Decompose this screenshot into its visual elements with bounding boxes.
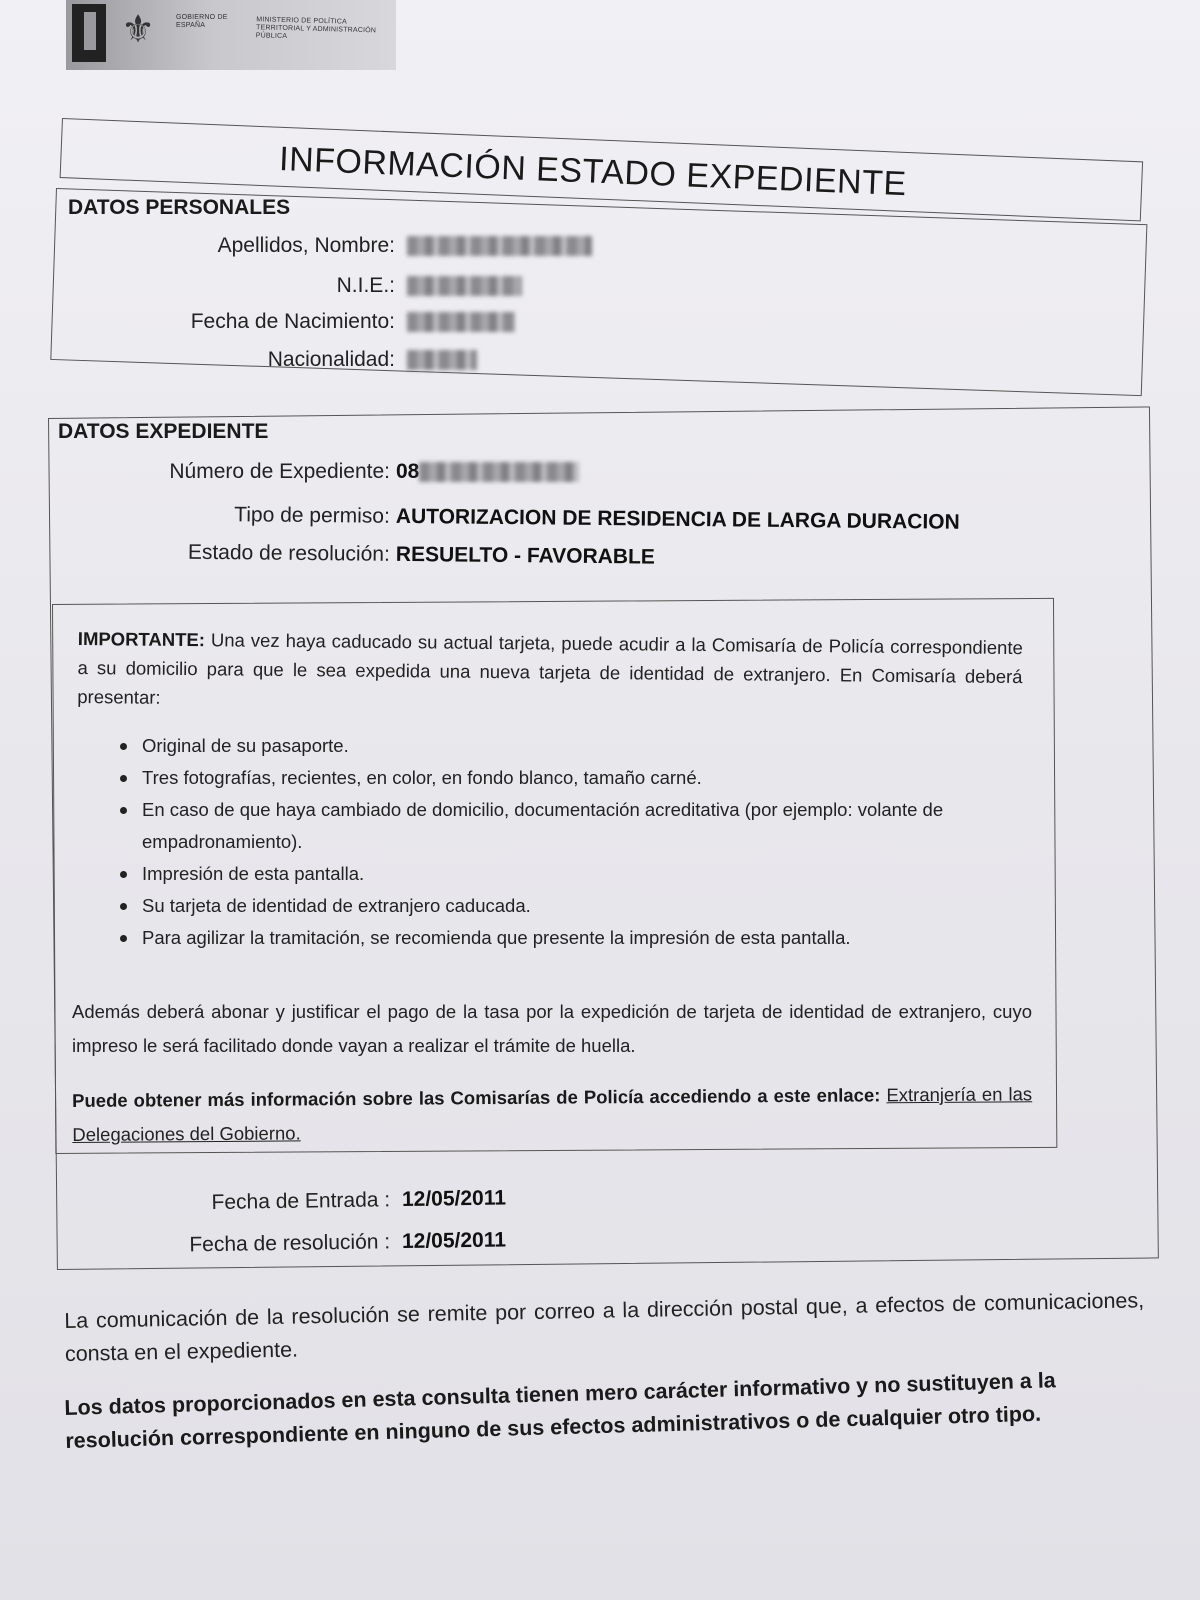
logo-mark-icon — [72, 4, 106, 62]
disclaimer-note: Los datos proporcionados en esta consulta tienen mero carácter informativo y no sustituyen a la resolución correspondiente en ninguno de sus efectos administrativos o de cualquier otro tipo. — [64, 1368, 1057, 1453]
field-label: Apellidos, Nombre: — [217, 234, 395, 257]
field-label: Número de Expediente: — [169, 460, 390, 483]
coat-of-arms-icon: ⚜ — [120, 7, 156, 51]
logo-gobierno-text: GOBIERNO DE ESPAÑA — [176, 14, 228, 29]
list-item: Su tarjeta de identidad de extranjero caducada. — [118, 890, 1028, 922]
personal-data-heading: DATOS PERSONALES — [68, 196, 291, 219]
important-intro-text: Una vez haya caducado su actual tarjeta, puede acudir a la Comisaría de Policía correspondiente a su domicilio para que le sea expedida una nueva tarjeta de identidad de extranjero. En Comisaría deberá presentar: — [77, 629, 1023, 708]
redacted-value — [407, 276, 522, 296]
extranjeria-link[interactable]: Extranjería en las Delegaciones del Gobierno. — [72, 1083, 1033, 1145]
communication-note: La comunicación de la resolución se remite por correo a la dirección postal que, a efectos de comunicaciones, consta en el expediente. — [64, 1288, 1145, 1366]
expediente-heading: DATOS EXPEDIENTE — [58, 420, 269, 443]
government-logo — [66, 0, 396, 70]
redacted-value — [407, 236, 592, 256]
list-item: Tres fotografías, recientes, en color, en fondo blanco, tamaño carné. — [118, 762, 1028, 794]
field-value: RESUELTO - FAVORABLE — [395, 542, 655, 569]
redacted-value — [407, 350, 477, 370]
field-nacionalidad — [150, 348, 477, 372]
field-value: 12/05/2011 — [401, 1228, 507, 1254]
field-fecha-nacimiento — [150, 310, 515, 334]
important-intro — [77, 624, 1023, 720]
field-label: Fecha de Entrada : — [211, 1188, 391, 1215]
field-apellidos-nombre — [150, 234, 592, 258]
tasa-paragraph: Además deberá abonar y justificar el pago de la tasa por la expedición de tarjeta de identidad de extranjero, cuyo impreso le será facilitado donde vayan a realizar el trámite de huella. — [72, 1001, 1032, 1056]
field-label: Fecha de Nacimiento: — [190, 310, 395, 333]
redacted-value — [419, 462, 579, 482]
field-numero-expediente — [120, 460, 579, 484]
field-label: Fecha de resolución : — [189, 1230, 391, 1257]
list-item: En caso de que haya cambiado de domicilio, documentación acreditativa (por ejemplo: volante de empadronamiento). — [118, 794, 1028, 858]
more-info-text: Puede obtener más información sobre las Comisarías de Policía accediendo a este enlace: — [72, 1084, 881, 1111]
list-item: Para agilizar la tramitación, se recomienda que presente la impresión de esta pantalla. — [118, 922, 1028, 954]
page-title: INFORMACIÓN ESTADO EXPEDIENTE — [278, 140, 908, 204]
more-info-paragraph — [72, 1077, 1032, 1152]
field-label: Tipo de permiso: — [234, 503, 390, 528]
important-label: IMPORTANTE: — [77, 627, 206, 651]
list-item: Original de su pasaporte. — [118, 730, 1028, 762]
logo-ministerio-text: MINISTERIO DE POLÍTICA TERRITORIAL Y ADMINISTRACIÓN PÚBLICA — [255, 16, 377, 41]
field-value: 12/05/2011 — [401, 1186, 507, 1212]
field-label: Nacionalidad: — [267, 348, 395, 371]
field-value: AUTORIZACION DE RESIDENCIA DE LARGA DURACION — [395, 504, 960, 534]
requirements-list — [118, 730, 1028, 954]
field-value: 08 — [396, 460, 420, 483]
field-label: N.I.E.: — [336, 274, 395, 297]
redacted-value — [407, 312, 515, 332]
field-nie — [150, 274, 522, 298]
field-label: Estado de resolución: — [187, 540, 390, 566]
list-item: Impresión de esta pantalla. — [118, 858, 1028, 890]
